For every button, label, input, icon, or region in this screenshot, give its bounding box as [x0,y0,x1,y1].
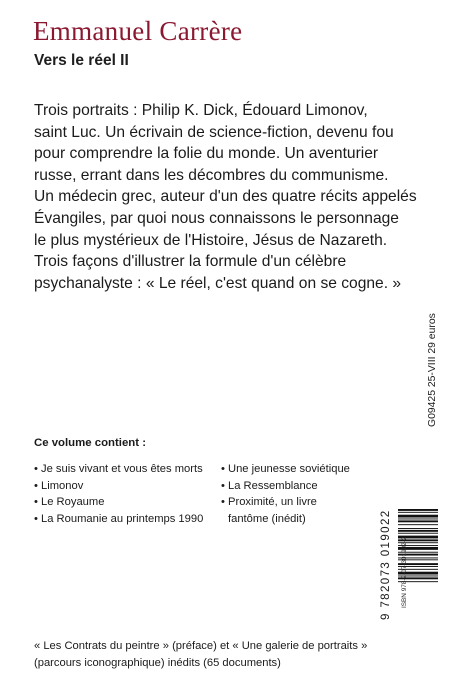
barcode-bar [398,530,438,532]
barcode-bar [398,520,438,522]
blurb-line: Trois portraits : Philip K. Dick, Édouard Limonov, [34,102,368,119]
contents-item-label: Proximité, un livre [228,496,317,508]
barcode-bar [398,509,438,511]
footer-note [34,638,414,671]
blurb-line: Trois façons d'illustrer la formule d'un célèbre [34,253,347,271]
bullet-icon: • [34,479,38,492]
author-name: Emmanuel Carrère [33,16,243,46]
contents-item [34,461,219,478]
bullet-icon: • [221,463,225,475]
barcode [392,507,444,611]
barcode-bar [398,533,438,534]
bullet-icon: • [221,496,225,508]
book-title: Vers le réel II [34,52,129,69]
contents-item-label: Limonov [41,479,84,492]
contents-item [221,478,371,495]
blurb-line: psychanalyste : « Le réel, c'est quand on se cogne. » [34,274,402,292]
blurb-line: saint Luc. Un écrivain de science-fiction, devenu fou [34,123,394,141]
barcode-bar [398,524,438,525]
blurb-paragraph [34,100,426,294]
bullet-icon: • [221,479,225,492]
footer-line: (parcours iconographique) inédits (65 documents) [34,656,281,669]
bullet-icon: • [34,512,38,525]
contents-item [34,478,219,495]
bullet-icon: • [34,463,38,475]
isbn-label: ISBN 978-2-07-301902-2 [401,536,408,608]
blurb-line: pour comprendre la folie du monde. Un aventurier [34,145,379,163]
blurb-line: Un médecin grec, auteur d'un des quatre récits appelés [34,188,417,206]
contents-item [34,494,219,511]
blurb-line: Évangiles, par quoi nous connaissons le personnage [34,209,399,227]
contents-item-label: Le Royaume [41,496,105,508]
blurb-line: russe, errant dans les décombres du communisme. [34,166,389,184]
contents-list-right [221,461,371,527]
contents-heading: Ce volume contient : [34,437,147,449]
contents-item-label: Une jeunesse soviétique [228,463,350,475]
contents-item-label: La Roumanie au printemps 1990 [41,512,204,525]
barcode-bar [398,515,438,518]
contents-item-continuation: fantôme (inédit) [228,512,306,525]
barcode-bar [398,519,438,520]
barcode-digits: 9 782073 019022 [380,509,392,620]
blurb-line: le plus mystérieux de l'Histoire, Jésus de Nazareth. [34,231,388,249]
footer-line: « Les Contrats du peintre » (préface) et « Une galerie de portraits » [34,640,368,652]
barcode-bar [398,528,438,529]
contents-list-left [34,461,219,527]
contents-item [34,511,219,528]
barcode-bar [398,512,438,513]
bullet-icon: • [34,496,38,508]
contents-item-label: La Ressemblance [228,479,318,492]
contents-item [221,494,371,511]
contents-item-label: Je suis vivant et vous êtes morts [41,463,203,475]
contents-item [221,461,371,478]
price-code: G09425 25-VIII 29 euros [427,313,438,427]
